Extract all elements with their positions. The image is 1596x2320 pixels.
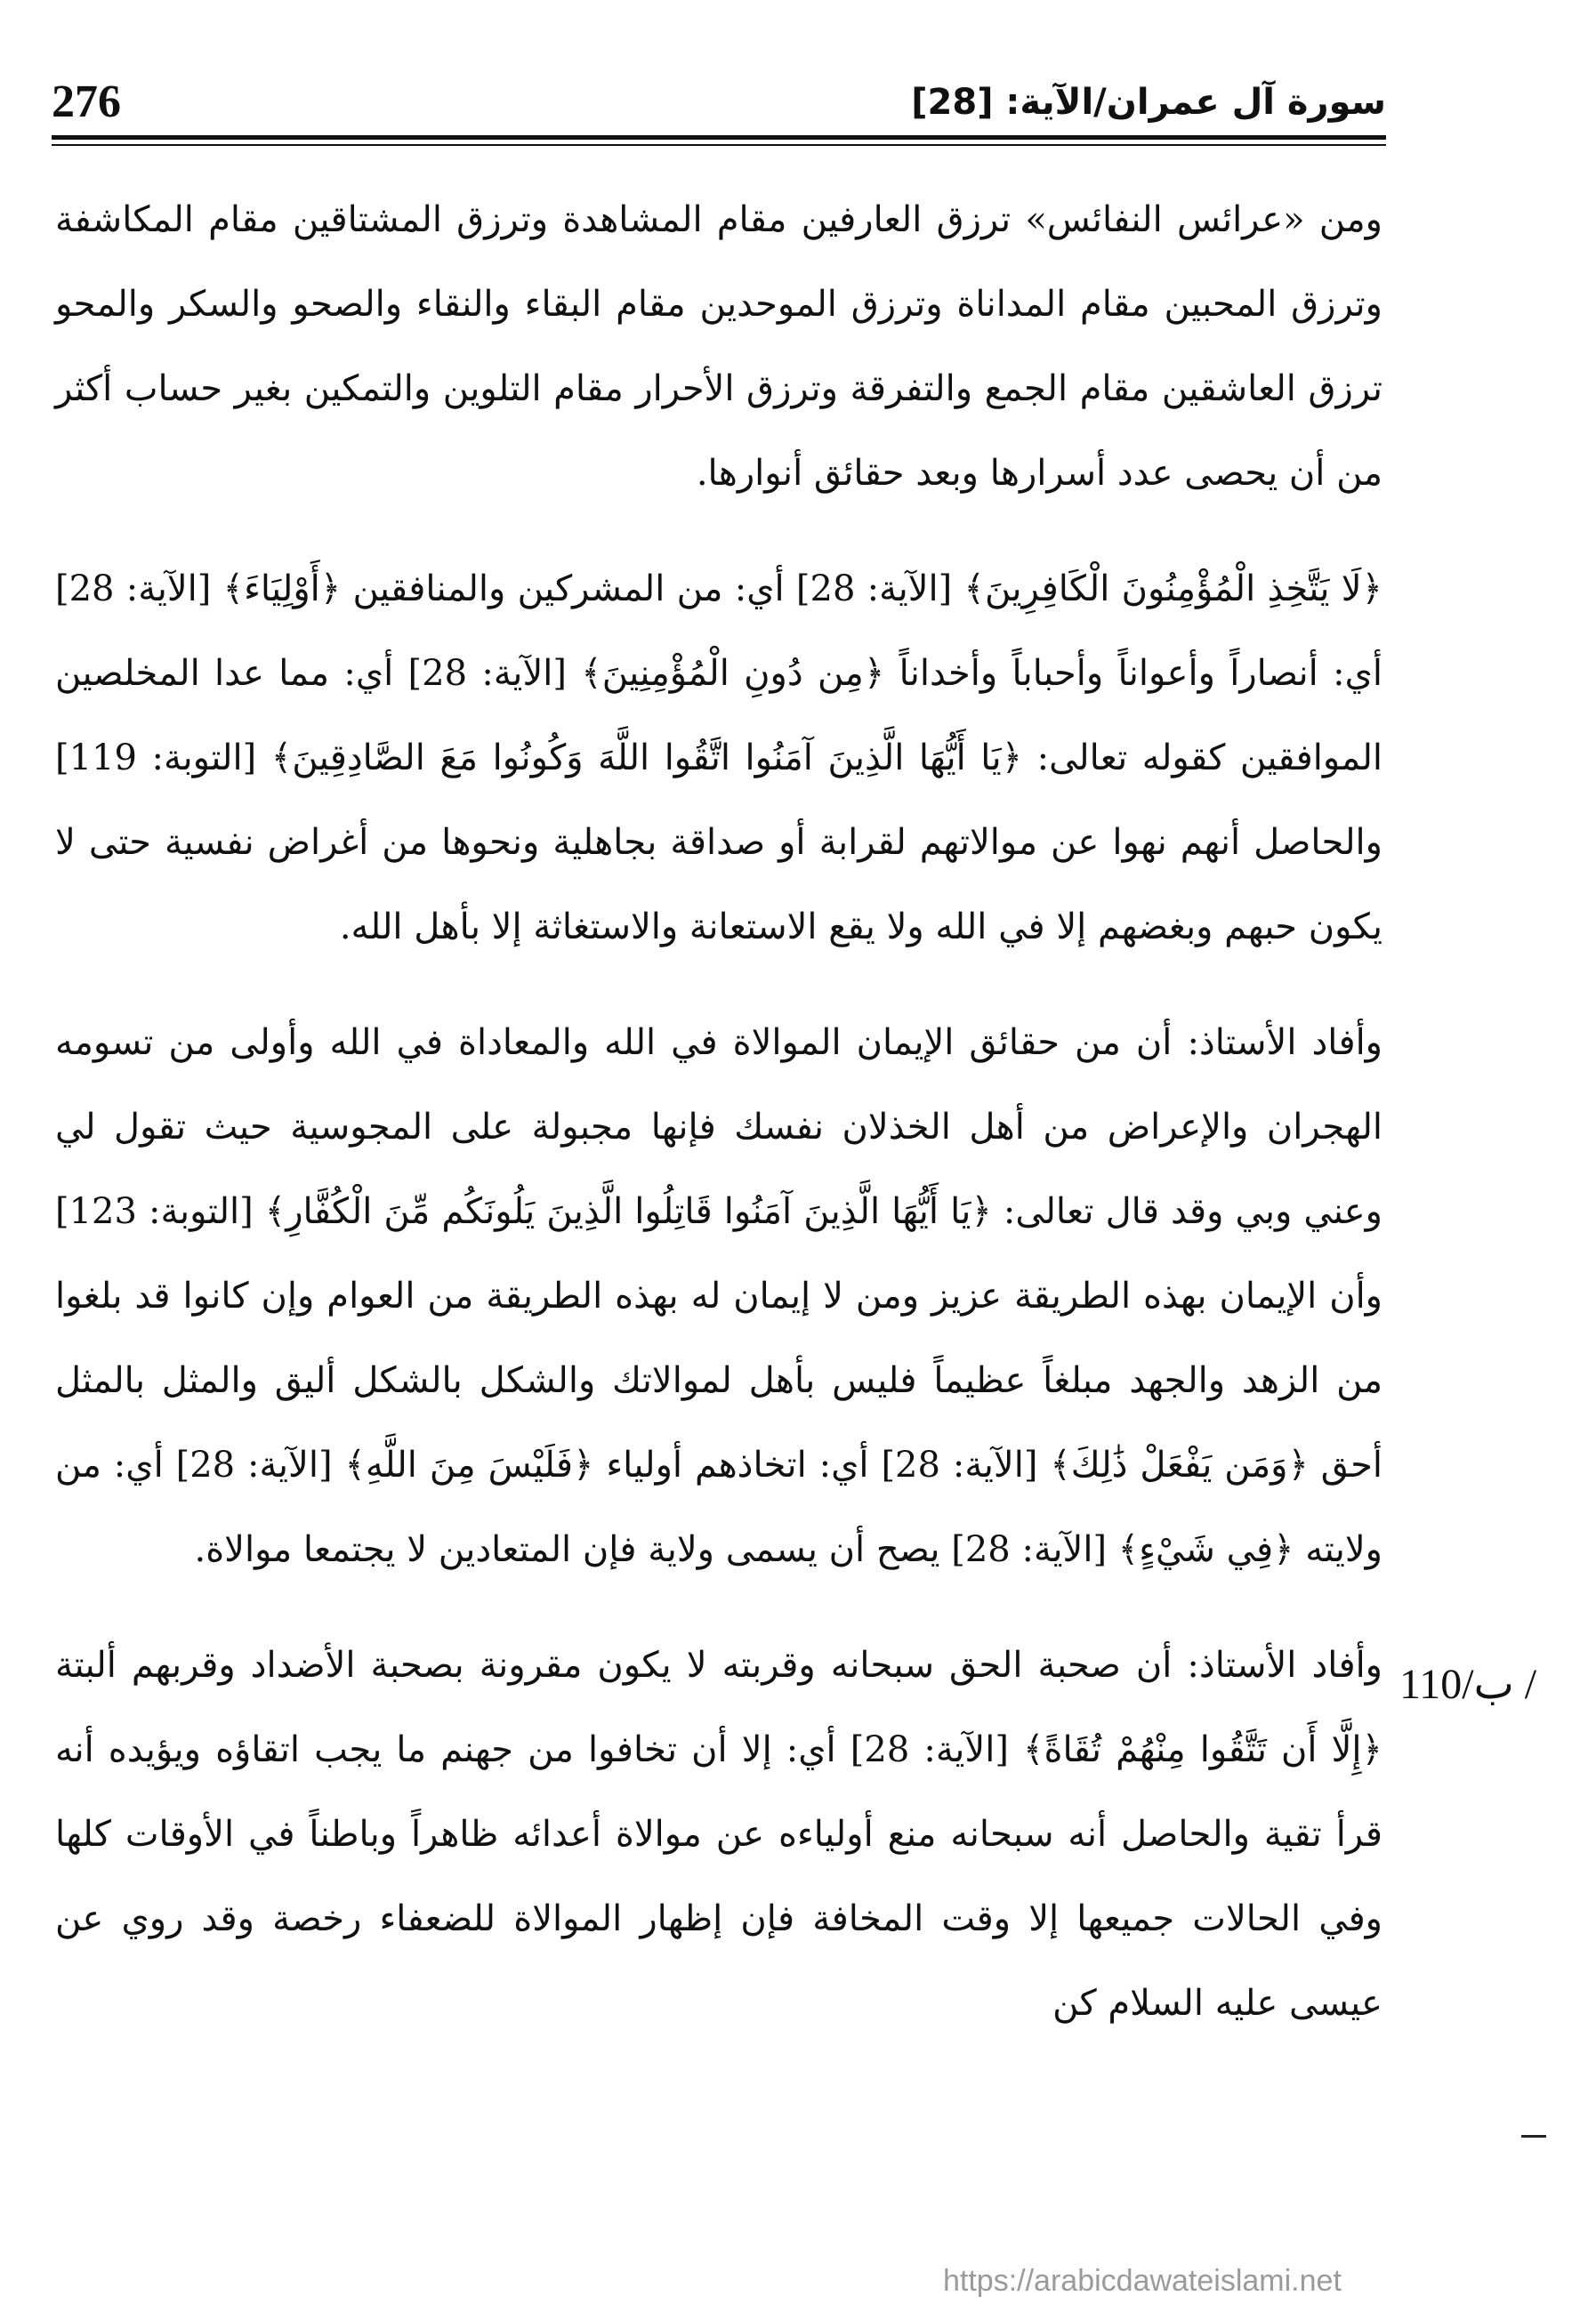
folio-marginal-note: 110/ب /	[1399, 1661, 1537, 1708]
paragraph-4: وأفاد الأستاذ: أن صحبة الحق سبحانه وقربته لا يكون مقرونة بصحبة الأضداد وقربهم ألبتة ﴿إِلَّا أَن تَتَّقُوا مِنْهُمْ تُقَاةً﴾ [الآية: 28] أي: إلا أن تخافوا من جهنم ما يجب اتقاؤه ويؤيده أنه قرأ تقية والحاصل أنه سبحانه منع أولياءه عن موالاة أعدائه ظاهراً وباطناً في الأوقات كلها وفي الحالات جميعها إلا وقت المخافة فإن إظهار الموالاة للضعفاء رخصة وقد روي عن عيسى عليه السلام كن	[55, 1645, 1383, 2024]
page-body	[55, 178, 1382, 2077]
header-rule-thin	[52, 144, 1386, 146]
watermark-url: https://arabicdawateislami.net	[943, 2264, 1342, 2298]
header-rule-thick	[52, 135, 1386, 140]
margin-dash-mark	[1521, 2135, 1546, 2138]
paragraph-2: ﴿لَا يَتَّخِذِ الْمُؤْمِنُونَ الْكَافِرِينَ﴾ [الآية: 28] أي: من المشركين والمنافقين ﴿أَوْلِيَاءَ﴾ [الآية: 28] أي: أنصاراً وأعواناً وأحباباً وأخداناً ﴿مِن دُونِ الْمُؤْمِنِينَ﴾ [الآية: 28] أي: مما عدا المخلصين الموافقين كقوله تعالى: ﴿يَا أَيُّهَا الَّذِينَ آمَنُوا اتَّقُوا اللَّهَ وَكُونُوا مَعَ الصَّادِقِينَ﴾ [التوبة: 119] والحاصل أنهم نهوا عن موالاتهم لقرابة أو صداقة بجاهلية ونحوها من أغراض نفسية حتى لا يكون حبهم وبغضهم إلا في الله ولا يقع الاستعانة والاستغاثة إلا بأهل الله.	[55, 568, 1382, 947]
page-number: 276	[52, 77, 121, 127]
page-header	[52, 71, 1386, 133]
paragraph-1: ومن «عرائس النفائس» ترزق العارفين مقام المشاهدة وترزق المشتاقين مقام المكاشفة وترزق المحبين مقام المداناة وترزق الموحدين مقام البقاء والنقاء والصحو والسكر والمحو ترزق العاشقين مقام الجمع والتفرقة وترزق الأحرار مقام التلوين والتمكين بغير حساب أكثر من أن يحصى عدد أسرارها وبعد حقائق أنوارها.	[55, 199, 1382, 494]
running-head: سورة آل عمران/الآية: [28]	[911, 82, 1386, 123]
paragraph-3: وأفاد الأستاذ: أن من حقائق الإيمان الموالاة في الله والمعاداة في الله وأولى من تسومه الهجران والإعراض من أهل الخذلان نفسك فإنها مجبولة على المجوسية حيث تقول لي وعني وبي وقد قال تعالى: ﴿يَا أَيُّهَا الَّذِينَ آمَنُوا قَاتِلُوا الَّذِينَ يَلُونَكُم مِّنَ الْكُفَّارِ﴾ [التوبة: 123] وأن الإيمان بهذه الطريقة عزيز ومن لا إيمان له بهذه الطريقة من العوام وإن كانوا قد بلغوا من الزهد والجهد مبلغاً عظيماً فليس بأهل لموالاتك والشكل بالشكل أليق والمثل بالمثل أحق ﴿وَمَن يَفْعَلْ ذَٰلِكَ﴾ [الآية: 28] أي: اتخاذهم أولياء ﴿فَلَيْسَ مِنَ اللَّهِ﴾ [الآية: 28] أي: من ولايته ﴿فِي شَيْءٍ﴾ [الآية: 28] يصح أن يسمى ولاية فإن المتعادين لا يجتمعا موالاة.	[55, 1022, 1382, 1570]
